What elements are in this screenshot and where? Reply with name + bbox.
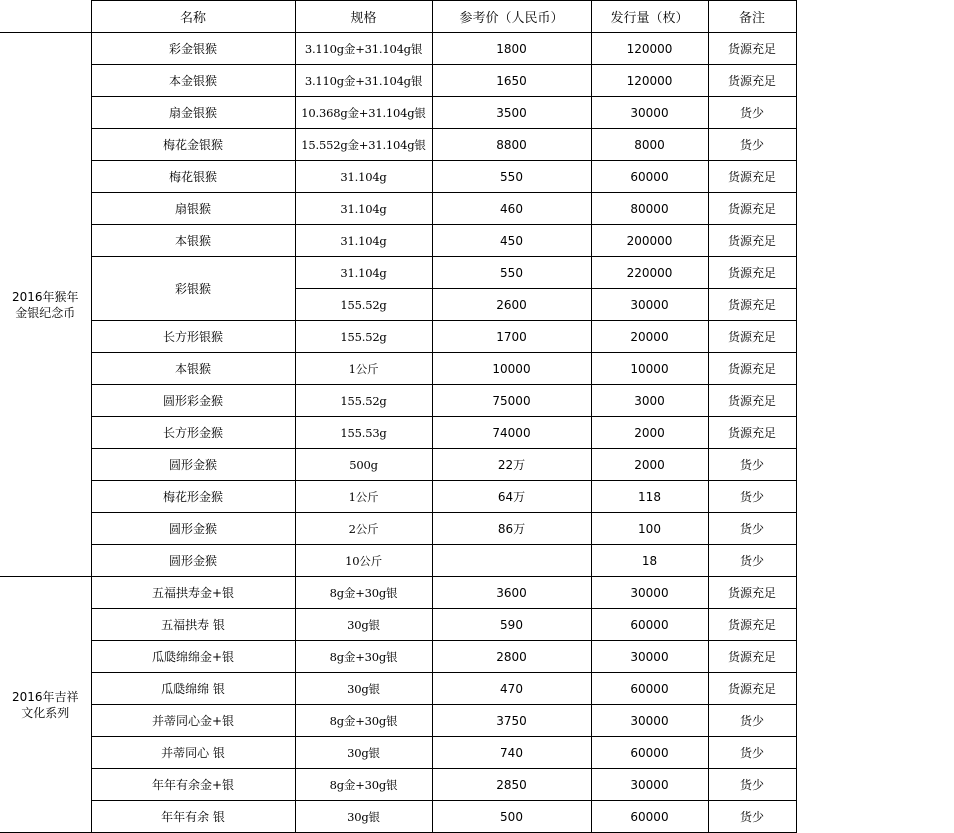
cell-spec: 10公斤	[295, 545, 432, 577]
cell-issue: 30000	[591, 705, 708, 737]
group-title-line: 金银纪念币	[15, 305, 76, 320]
header-name: 名称	[91, 1, 295, 33]
cell-issue: 30000	[591, 769, 708, 801]
cell-spec: 500g	[295, 449, 432, 481]
cell-price: 460	[432, 193, 591, 225]
cell-note: 货少	[708, 705, 796, 737]
cell-note: 货源充足	[708, 385, 796, 417]
cell-issue: 60000	[591, 673, 708, 705]
cell-note: 货少	[708, 769, 796, 801]
cell-name: 年年有余 银	[91, 801, 295, 833]
cell-price: 3600	[432, 577, 591, 609]
cell-note: 货少	[708, 513, 796, 545]
cell-note: 货少	[708, 801, 796, 833]
cell-price: 86万	[432, 513, 591, 545]
cell-spec: 31.104g	[295, 193, 432, 225]
table-row	[0, 673, 796, 705]
cell-spec: 30g银	[295, 737, 432, 769]
cell-note: 货源充足	[708, 353, 796, 385]
cell-issue: 10000	[591, 353, 708, 385]
cell-issue: 60000	[591, 161, 708, 193]
cell-issue: 118	[591, 481, 708, 513]
table-row	[0, 449, 796, 481]
table-row	[0, 321, 796, 353]
cell-price: 3500	[432, 97, 591, 129]
cell-note: 货源充足	[708, 225, 796, 257]
table-row	[0, 737, 796, 769]
cell-note: 货源充足	[708, 289, 796, 321]
cell-note: 货源充足	[708, 65, 796, 97]
cell-name: 长方形银猴	[91, 321, 295, 353]
cell-issue: 8000	[591, 129, 708, 161]
cell-issue: 30000	[591, 97, 708, 129]
cell-spec: 8g金+30g银	[295, 705, 432, 737]
cell-issue: 18	[591, 545, 708, 577]
cell-price: 470	[432, 673, 591, 705]
table-row	[0, 65, 796, 97]
cell-name: 圆形金猴	[91, 449, 295, 481]
cell-note: 货少	[708, 129, 796, 161]
cell-spec: 3.110g金+31.104g银	[295, 65, 432, 97]
cell-spec: 155.53g	[295, 417, 432, 449]
cell-issue: 220000	[591, 257, 708, 289]
cell-name: 五福拱寿金+银	[91, 577, 295, 609]
cell-issue: 80000	[591, 193, 708, 225]
group-title-line: 文化系列	[21, 705, 70, 720]
cell-spec: 1公斤	[295, 481, 432, 513]
cell-price: 590	[432, 609, 591, 641]
cell-spec: 8g金+30g银	[295, 641, 432, 673]
cell-name: 圆形金猴	[91, 545, 295, 577]
cell-note: 货源充足	[708, 161, 796, 193]
table-row	[0, 353, 796, 385]
header-category	[0, 1, 91, 33]
cell-price: 500	[432, 801, 591, 833]
cell-spec: 30g银	[295, 801, 432, 833]
cell-price: 550	[432, 257, 591, 289]
cell-issue: 120000	[591, 65, 708, 97]
cell-price: 22万	[432, 449, 591, 481]
table-row	[0, 417, 796, 449]
cell-name: 圆形金猴	[91, 513, 295, 545]
cell-issue: 30000	[591, 577, 708, 609]
cell-note: 货源充足	[708, 577, 796, 609]
table-row	[0, 385, 796, 417]
cell-name: 瓜瓞绵绵 银	[91, 673, 295, 705]
header-note: 备注	[708, 1, 796, 33]
cell-price: 1700	[432, 321, 591, 353]
cell-issue: 120000	[591, 33, 708, 65]
cell-spec: 3.110g金+31.104g银	[295, 33, 432, 65]
cell-issue: 60000	[591, 801, 708, 833]
table-row	[0, 641, 796, 673]
cell-issue: 60000	[591, 737, 708, 769]
cell-name: 彩金银猴	[91, 33, 295, 65]
cell-issue: 2000	[591, 449, 708, 481]
cell-name: 并蒂同心金+银	[91, 705, 295, 737]
cell-name: 本银猴	[91, 225, 295, 257]
cell-price: 740	[432, 737, 591, 769]
cell-name: 梅花形金猴	[91, 481, 295, 513]
group-title-line: 2016年吉祥	[11, 689, 79, 704]
cell-price: 2800	[432, 641, 591, 673]
header-spec: 规格	[295, 1, 432, 33]
group-title	[0, 33, 91, 577]
cell-note: 货少	[708, 481, 796, 513]
table-row	[0, 161, 796, 193]
table-row	[0, 129, 796, 161]
cell-spec: 10.368g金+31.104g银	[295, 97, 432, 129]
cell-issue: 2000	[591, 417, 708, 449]
cell-price: 550	[432, 161, 591, 193]
table-row	[0, 545, 796, 577]
group-title	[0, 577, 91, 833]
cell-spec: 31.104g	[295, 161, 432, 193]
cell-name: 扇银猴	[91, 193, 295, 225]
cell-price: 1650	[432, 65, 591, 97]
cell-spec: 2公斤	[295, 513, 432, 545]
cell-spec: 31.104g	[295, 225, 432, 257]
table-row	[0, 801, 796, 833]
cell-issue: 20000	[591, 321, 708, 353]
cell-name: 圆形彩金猴	[91, 385, 295, 417]
table-row	[0, 97, 796, 129]
cell-name: 梅花银猴	[91, 161, 295, 193]
table-row	[0, 513, 796, 545]
cell-price: 64万	[432, 481, 591, 513]
cell-issue: 3000	[591, 385, 708, 417]
cell-issue: 100	[591, 513, 708, 545]
cell-note: 货源充足	[708, 641, 796, 673]
cell-price: 3750	[432, 705, 591, 737]
cell-name: 梅花金银猴	[91, 129, 295, 161]
cell-note: 货源充足	[708, 417, 796, 449]
table-row	[0, 769, 796, 801]
cell-price: 8800	[432, 129, 591, 161]
cell-price: 2850	[432, 769, 591, 801]
cell-price: 74000	[432, 417, 591, 449]
cell-spec: 1公斤	[295, 353, 432, 385]
cell-price: 75000	[432, 385, 591, 417]
cell-price: 1800	[432, 33, 591, 65]
table-row	[0, 609, 796, 641]
cell-name: 五福拱寿 银	[91, 609, 295, 641]
cell-spec: 31.104g	[295, 257, 432, 289]
table-row	[0, 193, 796, 225]
cell-price	[432, 545, 591, 577]
cell-name: 长方形金猴	[91, 417, 295, 449]
cell-name: 彩银猴	[91, 257, 295, 321]
cell-note: 货源充足	[708, 321, 796, 353]
table-row	[0, 705, 796, 737]
header-issue: 发行量（枚）	[591, 1, 708, 33]
cell-spec: 8g金+30g银	[295, 769, 432, 801]
cell-name: 本金银猴	[91, 65, 295, 97]
cell-spec: 30g银	[295, 609, 432, 641]
cell-issue: 200000	[591, 225, 708, 257]
cell-name: 扇金银猴	[91, 97, 295, 129]
cell-price: 10000	[432, 353, 591, 385]
cell-note: 货源充足	[708, 673, 796, 705]
cell-name: 并蒂同心 银	[91, 737, 295, 769]
cell-price: 2600	[432, 289, 591, 321]
table-row	[0, 257, 796, 289]
table-row	[0, 577, 796, 609]
cell-issue: 60000	[591, 609, 708, 641]
cell-note: 货源充足	[708, 33, 796, 65]
cell-spec: 8g金+30g银	[295, 577, 432, 609]
header-row	[0, 1, 796, 33]
cell-name: 本银猴	[91, 353, 295, 385]
cell-spec: 155.52g	[295, 385, 432, 417]
cell-name: 瓜瓞绵绵金+银	[91, 641, 295, 673]
table-row	[0, 33, 796, 65]
group-title-line: 2016年猴年	[11, 289, 79, 304]
cell-issue: 30000	[591, 289, 708, 321]
cell-note: 货少	[708, 545, 796, 577]
table-row	[0, 481, 796, 513]
cell-name: 年年有余金+银	[91, 769, 295, 801]
cell-spec: 15.552g金+31.104g银	[295, 129, 432, 161]
cell-price: 450	[432, 225, 591, 257]
cell-issue: 30000	[591, 641, 708, 673]
cell-spec: 155.52g	[295, 289, 432, 321]
table-row	[0, 225, 796, 257]
cell-note: 货少	[708, 737, 796, 769]
cell-spec: 30g银	[295, 673, 432, 705]
header-price: 参考价（人民币）	[432, 1, 591, 33]
cell-note: 货少	[708, 97, 796, 129]
cell-note: 货源充足	[708, 193, 796, 225]
cell-spec: 155.52g	[295, 321, 432, 353]
cell-note: 货源充足	[708, 257, 796, 289]
cell-note: 货少	[708, 449, 796, 481]
cell-note: 货源充足	[708, 609, 796, 641]
